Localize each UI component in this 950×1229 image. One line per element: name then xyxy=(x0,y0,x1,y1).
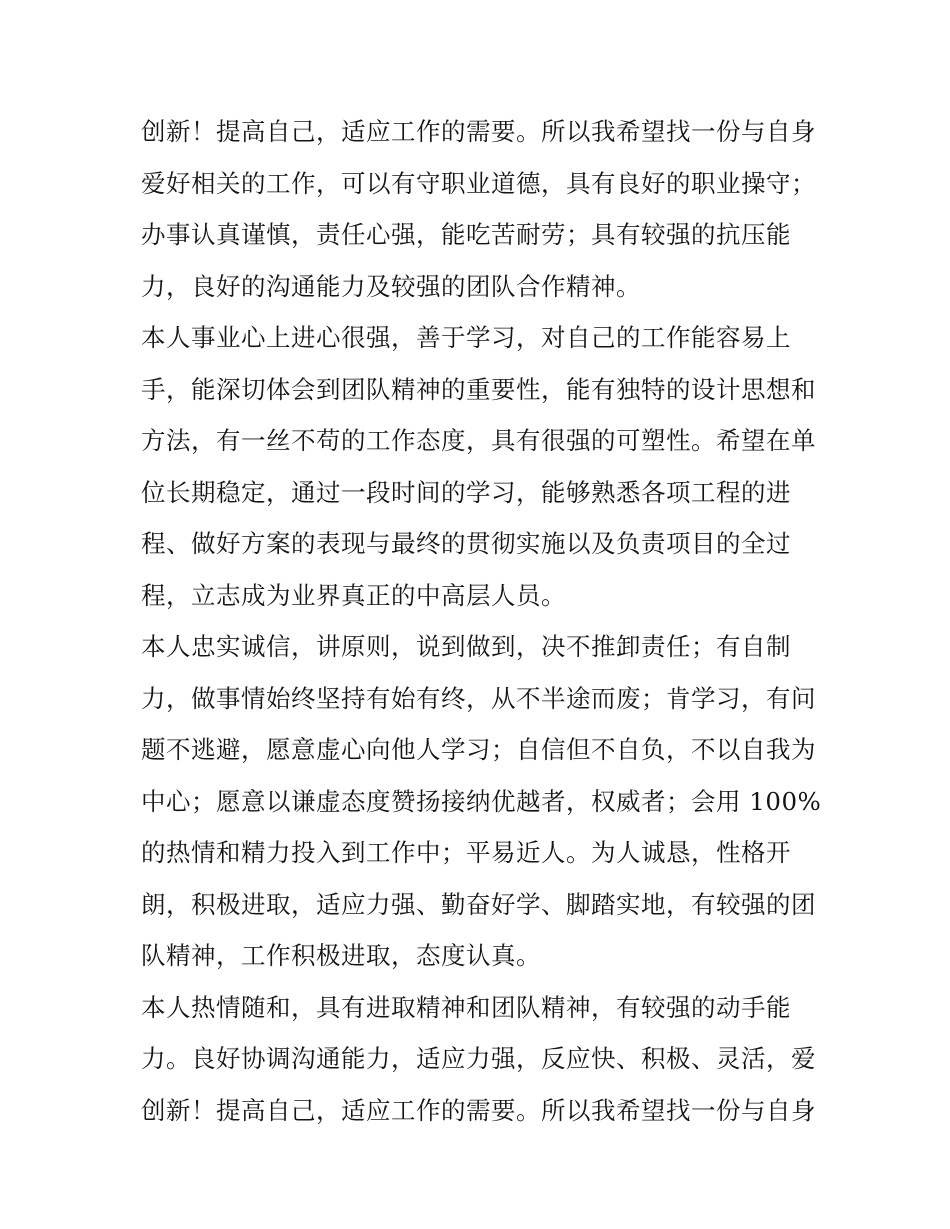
text-line: 方法，有一丝不苟的工作态度，具有很强的可塑性。希望在单 xyxy=(141,426,816,455)
text-line: 程、做好方案的表现与最终的贯彻实施以及负责项目的全过 xyxy=(141,529,791,558)
text-line: 力，做事情始终坚持有始有终，从不半途而废；肯学习，有问 xyxy=(141,683,816,713)
text-line: 本人忠实诚信，讲原则，说到做到，决不推卸责任；有自制 xyxy=(141,632,791,661)
text-line: 爱好相关的工作，可以有守职业道德，具有良好的职业操守； xyxy=(141,168,816,198)
text-line: 力，良好的沟通能力及较强的团队合作精神。 xyxy=(141,271,641,301)
text-line: 力。良好协调沟通能力，适应力强，反应快、积极、灵活，爱 xyxy=(141,1044,816,1073)
text-line: 程，立志成为业界真正的中高层人员。 xyxy=(141,580,566,610)
text-line: 朗，积极进取，适应力强、勤奋好学、脚踏实地，有较强的团 xyxy=(141,889,816,919)
body-text xyxy=(141,106,821,1136)
text-line: 手，能深切体会到团队精神的重要性，能有独特的设计思想和 xyxy=(141,374,816,404)
text-line: 队精神，工作积极进取，态度认真。 xyxy=(141,941,541,970)
text-line: 的热情和精力投入到工作中；平易近人。为人诚恳，性格开 xyxy=(141,838,791,867)
text-line: 本人事业心上进心很强，善于学习，对自己的工作能容易上 xyxy=(141,323,791,352)
text-line: 办事认真谨慎，责任心强，能吃苦耐劳；具有较强的抗压能 xyxy=(141,220,791,249)
text-line: 中心；愿意以谦虚态度赞扬接纳优越者，权威者；会用 100% xyxy=(141,786,821,816)
text-line: 题不逃避，愿意虚心向他人学习；自信但不自负，不以自我为 xyxy=(141,735,816,764)
text-line: 位长期稳定，通过一段时间的学习，能够熟悉各项工程的进 xyxy=(141,477,791,507)
text-line: 创新！提高自己，适应工作的需要。所以我希望找一份与自身 xyxy=(141,117,816,146)
text-line: 创新！提高自己，适应工作的需要。所以我希望找一份与自身 xyxy=(141,1095,816,1125)
text-line: 本人热情随和，具有进取精神和团队精神，有较强的动手能 xyxy=(141,992,791,1022)
